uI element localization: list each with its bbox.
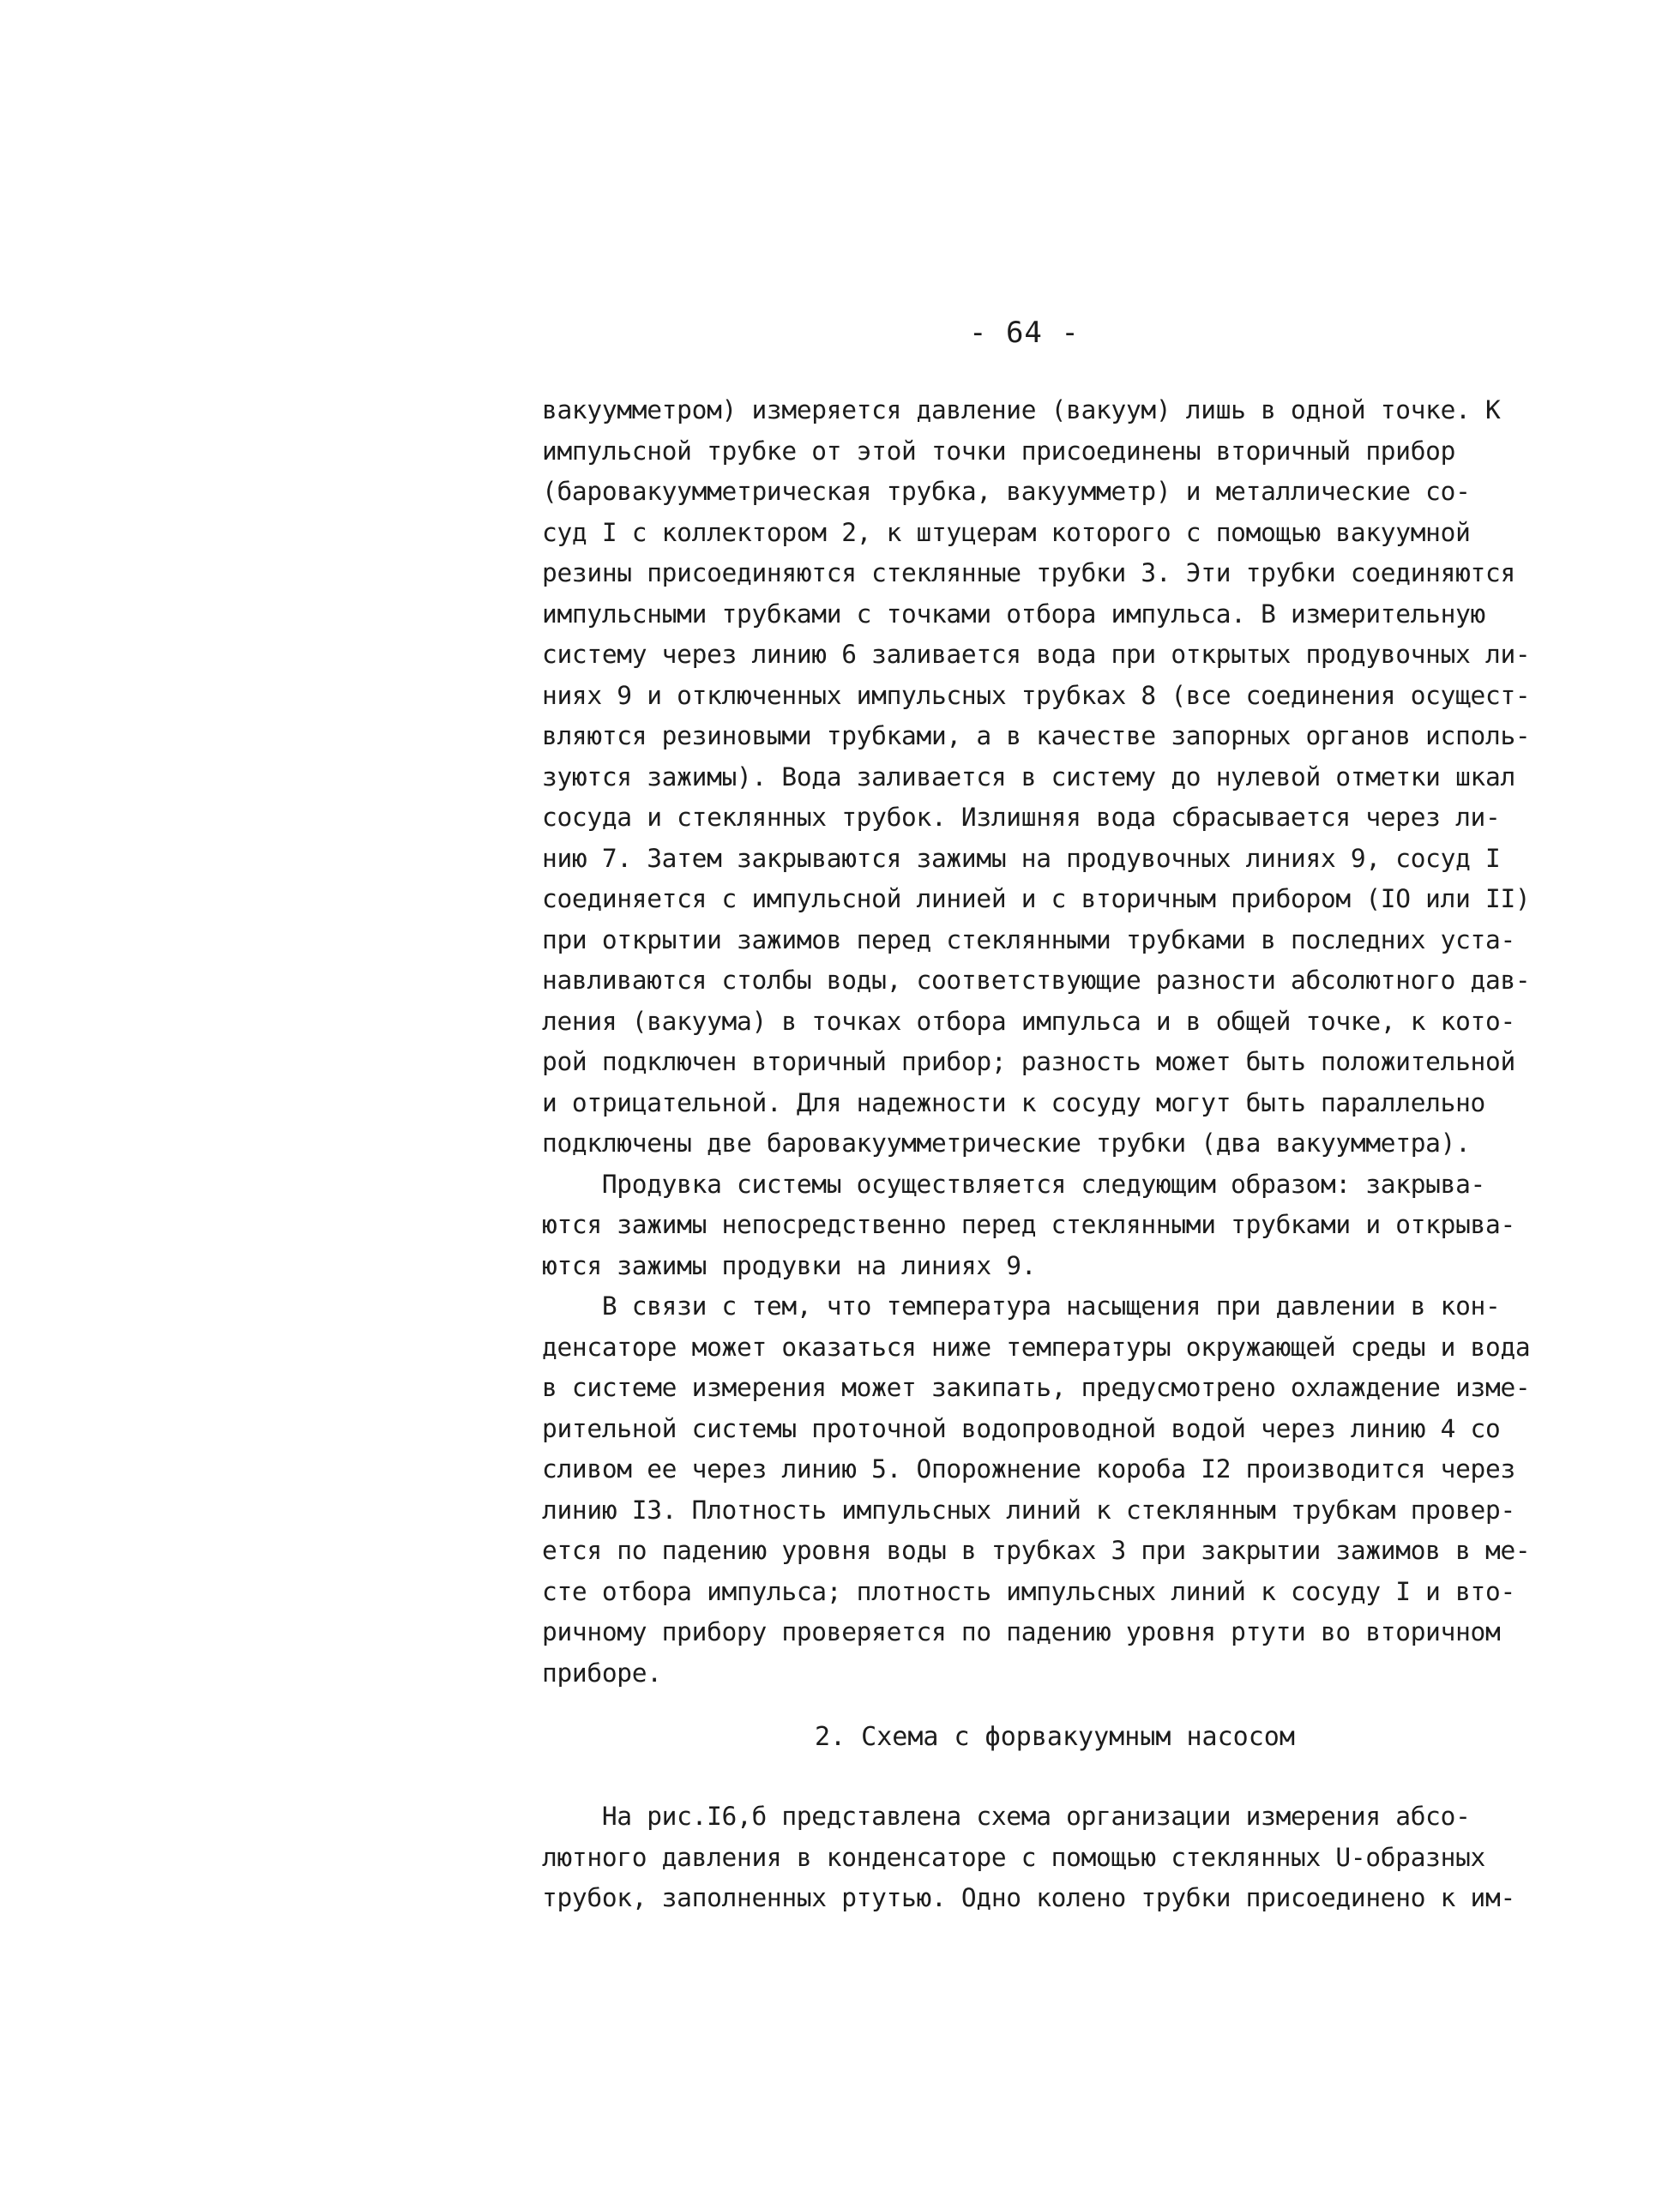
- text-line: ется по падению уровня воды в трубках 3 при закрытии зажимов в ме-: [542, 1536, 1531, 1565]
- text-line: В связи с тем, что температура насыщения при давлении в кон-: [542, 1291, 1501, 1321]
- text-line: ниях 9 и отключенных импульсных трубках 8 (все соединения осущест-: [542, 680, 1531, 710]
- text-line: зуются зажимы). Вода заливается в систему до нулевой отметки шкал: [542, 761, 1515, 792]
- text-line: денсаторе может оказаться ниже температуры окружающей среды и вода: [542, 1332, 1531, 1362]
- text-line: сливом ее через линию 5. Опорожнение короба I2 производится через: [542, 1454, 1515, 1484]
- text-line: соединяется с импульсной линией и с вторичным прибором (IO или II): [542, 884, 1531, 913]
- text-line: импульсными трубками с точками отбора импульса. В измерительную: [542, 599, 1486, 629]
- text-line: сте отбора импульса; плотность импульсных линий к сосуду I и вто-: [542, 1576, 1515, 1606]
- text-line: (баровакуумметрическая трубка, вакуумметр) и металлические со-: [542, 477, 1471, 506]
- text-line: ются зажимы непосредственно перед стеклянными трубками и открыва-: [542, 1210, 1515, 1239]
- text-line: линию I3. Плотность импульсных линий к стеклянным трубкам провер-: [542, 1495, 1515, 1525]
- text-line: лютного давления в конденсаторе с помощью стеклянных U-образных: [542, 1842, 1486, 1872]
- text-line: ются зажимы продувки на линиях 9.: [542, 1250, 1037, 1280]
- text-line: ления (вакуума) в точках отбора импульса и в общей точке, к кото-: [542, 1006, 1515, 1036]
- page-number: - 64 -: [969, 316, 1080, 350]
- section-heading: 2. Схема с форвакуумным насосом: [815, 1722, 1295, 1752]
- text-line: систему через линию 6 заливается вода при открытых продувочных ли-: [542, 640, 1531, 669]
- text-line: ричному прибору проверяется по падению уровня ртути во вторичном: [542, 1617, 1501, 1646]
- text-line: трубок, заполненных ртутью. Одно колено трубки присоединено к им-: [542, 1883, 1515, 1912]
- text-line: приборе.: [542, 1658, 662, 1688]
- text-line: в системе измерения может закипать, предусмотрено охлаждение изме-: [542, 1373, 1531, 1402]
- text-line: вакуумметром) измеряется давление (вакуум) лишь в одной точке. К: [542, 395, 1501, 424]
- text-line: нию 7. Затем закрываются зажимы на продувочных линиях 9, сосуд I: [542, 843, 1501, 873]
- text-line: Продувка системы осуществляется следующим образом: закрыва-: [542, 1169, 1486, 1199]
- text-line: суд I с коллектором 2, к штуцерам которого с помощью вакуумной: [542, 517, 1471, 547]
- text-line: вляются резиновыми трубками, а в качестве запорных органов исполь-: [542, 721, 1531, 750]
- text-line: рительной системы проточной водопроводной водой через линию 4 со: [542, 1413, 1501, 1443]
- text-line: резины присоединяются стеклянные трубки 3. Эти трубки соединяются: [542, 558, 1515, 587]
- text-line: и отрицательной. Для надежности к сосуду могут быть параллельно: [542, 1087, 1486, 1117]
- text-line: На рис.I6,б представлена схема организации измерения абсо-: [542, 1802, 1471, 1831]
- text-line: подключены две баровакуумметрические трубки (два вакуумметра).: [542, 1129, 1471, 1158]
- main-text: [542, 390, 1605, 1694]
- text-line: при открытии зажимов перед стеклянными трубками в последних уста-: [542, 924, 1515, 954]
- text-line: рой подключен вторичный прибор; разность может быть положительной: [542, 1047, 1515, 1076]
- text-line: навливаются столбы воды, соответствующие разности абсолютного дав-: [542, 966, 1531, 995]
- text-line: сосуда и стеклянных трубок. Излишняя вода сбрасывается через ли-: [542, 803, 1501, 832]
- section-text: [542, 1797, 1605, 1919]
- text-line: импульсной трубке от этой точки присоединены вторичный прибор: [542, 436, 1456, 466]
